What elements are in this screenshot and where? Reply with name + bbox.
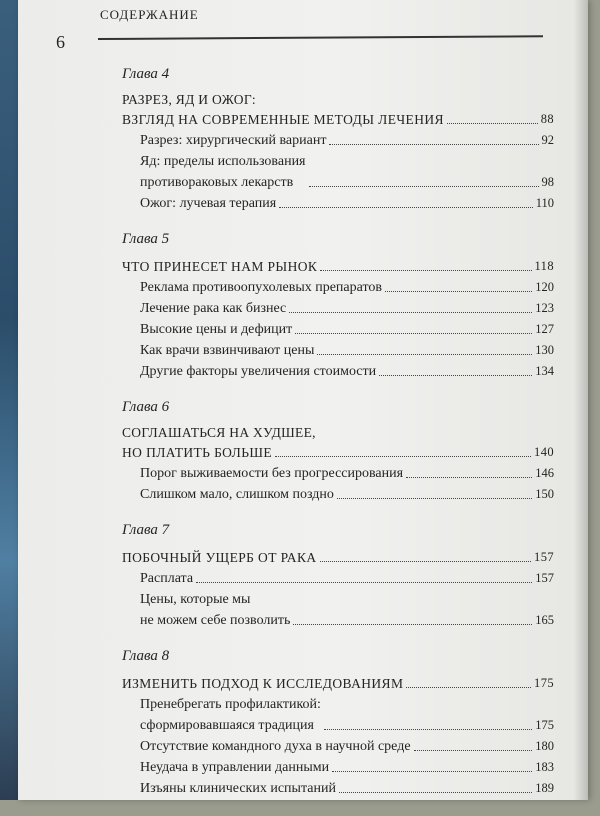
page-number: 6 (56, 32, 65, 52)
dot-leader (329, 144, 538, 145)
dot-leader (414, 750, 533, 751)
chapter-title-row[interactable] (122, 673, 554, 694)
page-ref: 88 (540, 112, 554, 126)
header-rule (98, 35, 543, 40)
dot-leader (293, 624, 532, 625)
toc-entry[interactable] (122, 277, 554, 298)
toc-entry-text: Изъяны клинических испытаний (140, 781, 336, 796)
toc-entry[interactable] (122, 151, 554, 193)
page-ref: 127 (535, 322, 554, 336)
chapter-title-text: НО ПЛАТИТЬ БОЛЬШЕ (122, 445, 273, 460)
dot-leader (320, 561, 532, 562)
toc-entry[interactable] (122, 130, 554, 151)
page-ref: 157 (535, 571, 554, 585)
chapter-title-row[interactable] (122, 547, 554, 568)
dot-leader (339, 792, 532, 793)
chapter-label: Глава 8 (122, 648, 170, 664)
chapter-title (122, 256, 554, 277)
page-ref: 110 (535, 196, 554, 210)
dot-leader (289, 312, 532, 313)
page-ref: 92 (541, 133, 554, 147)
dot-leader (309, 186, 539, 187)
chapter-title (122, 673, 554, 694)
dot-leader (337, 498, 532, 499)
dot-leader (447, 123, 538, 124)
toc-entry-text: Другие факторы увеличения стоимости (140, 364, 377, 379)
toc-entry[interactable] (122, 193, 554, 214)
toc-entry-text: Как врачи взвинчивают цены (140, 343, 315, 358)
page-ref: 130 (535, 343, 554, 357)
toc-entry[interactable] (122, 361, 554, 382)
dot-leader (320, 270, 531, 271)
dot-leader (279, 207, 533, 208)
dot-leader (379, 375, 532, 376)
chapter-label: Глава 7 (122, 522, 170, 538)
chapter-title (122, 547, 554, 568)
page-ref: 175 (535, 718, 554, 732)
page-ref: 180 (535, 739, 554, 753)
chapter-title-text: ЧТО ПРИНЕСЕТ НАМ РЫНОК (122, 259, 318, 274)
toc-entry[interactable] (122, 568, 554, 589)
page-ref: 123 (535, 301, 554, 315)
dot-leader (317, 354, 532, 355)
page-ref: 146 (535, 466, 554, 480)
page-ref: 150 (535, 487, 554, 501)
toc-entry[interactable] (122, 340, 554, 361)
toc-entry[interactable] (122, 463, 554, 484)
toc-entry-text: Цены, которые мы не можем себе позволить (140, 592, 291, 628)
chapter-title-row[interactable] (122, 442, 554, 463)
page-ref: 175 (534, 676, 554, 690)
toc-entry-text: Реклама противоопухолевых препаратов (140, 280, 383, 295)
toc-entry[interactable] (122, 298, 554, 319)
chapter-title-text: ВЗГЛЯД НА СОВРЕМЕННЫЕ МЕТОДЫ ЛЕЧЕНИЯ (122, 112, 444, 127)
chapter-section (122, 648, 554, 799)
toc-entry[interactable] (122, 589, 554, 631)
chapter-title-row[interactable] (122, 256, 554, 277)
dot-leader (275, 456, 531, 457)
chapter-label: Глава 5 (122, 231, 170, 247)
toc-entry-text: Пренебрегать профилактикой: сформировавшаяся традиция (140, 697, 321, 733)
toc-entry[interactable] (122, 484, 554, 505)
chapter-title-row[interactable] (122, 109, 554, 130)
chapter-title (122, 424, 554, 463)
dot-leader (406, 477, 532, 478)
chapter-title (122, 91, 554, 130)
page-ref: 98 (541, 175, 554, 189)
chapter-title-text: ПОБОЧНЫЙ УЩЕРБ ОТ РАКА (122, 550, 317, 565)
page-ref: 120 (535, 280, 554, 294)
dot-leader (385, 291, 532, 292)
toc-entry-text: Отсутствие командного духа в научной среде (140, 739, 411, 754)
toc-entry-text: Высокие цены и дефицит (140, 322, 293, 337)
toc-entry[interactable] (122, 694, 554, 736)
toc-entry[interactable] (122, 319, 554, 340)
chapter-label: Глава 6 (122, 399, 170, 415)
page-ref: 140 (534, 445, 554, 459)
page-ref: 165 (535, 613, 554, 627)
page-ref: 157 (534, 550, 554, 564)
toc-entry-text: Ожог: лучевая терапия (140, 196, 277, 211)
toc-entry-text: Неудача в управлении данными (140, 760, 330, 775)
dot-leader (324, 729, 532, 730)
chapter-title-line: СОГЛАШАТЬСЯ НА ХУДШЕЕ, (122, 425, 316, 440)
toc-entry[interactable] (122, 757, 554, 778)
chapter-section (122, 399, 554, 505)
toc-entry-text: Яд: пределы использования противораковых лекарств (140, 154, 306, 190)
chapter-section (122, 66, 554, 214)
dot-leader (406, 687, 531, 688)
toc-entry[interactable] (122, 736, 554, 757)
chapter-title-text: ИЗМЕНИТЬ ПОДХОД К ИССЛЕДОВАНИЯМ (122, 676, 404, 691)
page-ref: 189 (535, 781, 554, 795)
toc-entry-text: Порог выживаемости без прогрессирования (140, 466, 404, 481)
table-of-contents (122, 58, 554, 816)
page-shadow (574, 0, 588, 800)
toc-entry-text: Лечение рака как бизнес (140, 301, 287, 316)
book-page (18, 0, 588, 800)
toc-entry[interactable] (122, 778, 554, 799)
dot-leader (295, 333, 532, 334)
chapter-section (122, 522, 554, 631)
page-ref: 183 (535, 760, 554, 774)
toc-entry-text: Расплата (140, 571, 194, 586)
dot-leader (332, 771, 532, 772)
page-ref: 134 (535, 364, 554, 378)
chapter-title-line: РАЗРЕЗ, ЯД И ОЖОГ: (122, 92, 256, 107)
chapter-section (122, 231, 554, 382)
toc-entry-text: Слишком мало, слишком поздно (140, 487, 334, 502)
dot-leader (196, 582, 532, 583)
running-header: СОДЕРЖАНИЕ (100, 7, 199, 22)
toc-entry-text: Разрез: хирургический вариант (140, 133, 327, 148)
chapter-label: Глава 4 (122, 66, 170, 82)
page-ref: 118 (534, 259, 554, 273)
